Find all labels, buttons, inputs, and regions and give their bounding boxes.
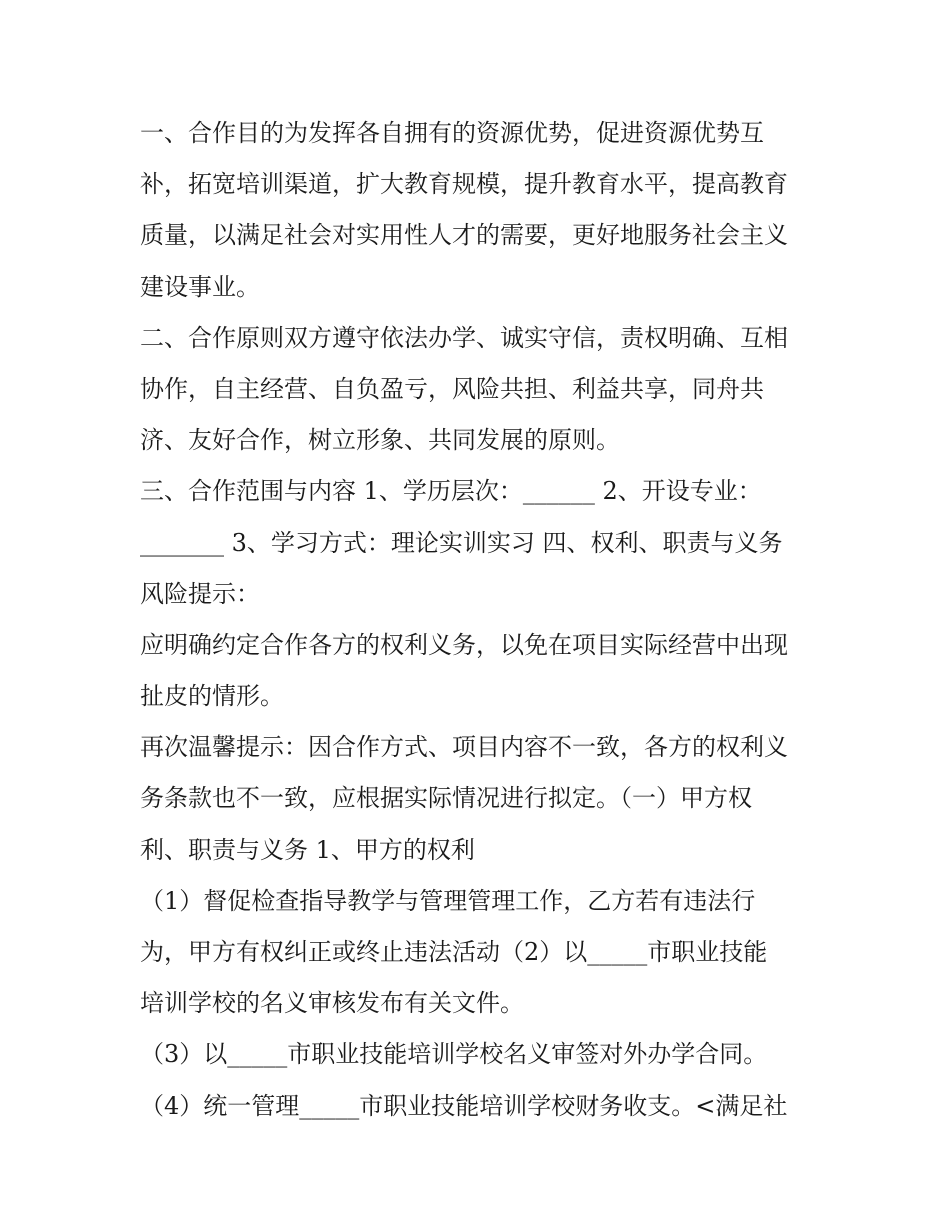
text-line: 二、合作原则双方遵守依法办学、诚实守信，责权明确、互相: [140, 323, 788, 352]
text-line: 补，拓宽培训渠道，扩大教育规模，提升教育水平，提高教育: [140, 170, 788, 199]
text-line: 为，甲方有权纠正或终止违法活动（2）以_____市职业技能: [140, 938, 768, 966]
text-line: 济、友好合作，树立形象、共同发展的原则。: [140, 426, 620, 455]
text-line: （1）督促检查指导教学与管理管理工作，乙方若有违法行: [140, 886, 756, 915]
text-line: _______ 3、学习方式：理论实训实习 四、权利、职责与义务: [140, 528, 783, 557]
text-line: （3）以_____市职业技能培训学校名义审签对外办学合同。: [140, 1040, 768, 1069]
text-line: 一、合作目的为发挥各自拥有的资源优势，促进资源优势互: [140, 119, 764, 147]
text-line: 风险提示：: [140, 579, 260, 608]
text-line: 应明确约定合作各方的权利义务，以免在项目实际经营中出现: [140, 630, 788, 659]
text-line: 三、合作范围与内容 1、学历层次：______ 2、开设专业：: [140, 477, 762, 506]
text-line: 扯皮的情形。: [140, 682, 284, 711]
document-body: [140, 108, 820, 1132]
text-line: 再次温馨提示：因合作方式、项目内容不一致，各方的权利义: [140, 733, 788, 762]
text-line: 协作，自主经营、自负盈亏，风险共担、利益共享，同舟共: [140, 374, 764, 403]
text-line: 质量，以满足社会对实用性人才的需要，更好地服务社会主义: [140, 221, 788, 250]
text-line: 务条款也不一致，应根据实际情况进行拟定。（一）甲方权: [140, 784, 752, 813]
text-line: 利、职责与义务 1、甲方的权利: [140, 835, 475, 864]
text-line: 培训学校的名义审核发布有关文件。: [140, 989, 524, 1018]
text-line: （4）统一管理_____市职业技能培训学校财务收支。<满足社: [140, 1091, 788, 1120]
text-line: 建设事业。: [140, 272, 260, 301]
